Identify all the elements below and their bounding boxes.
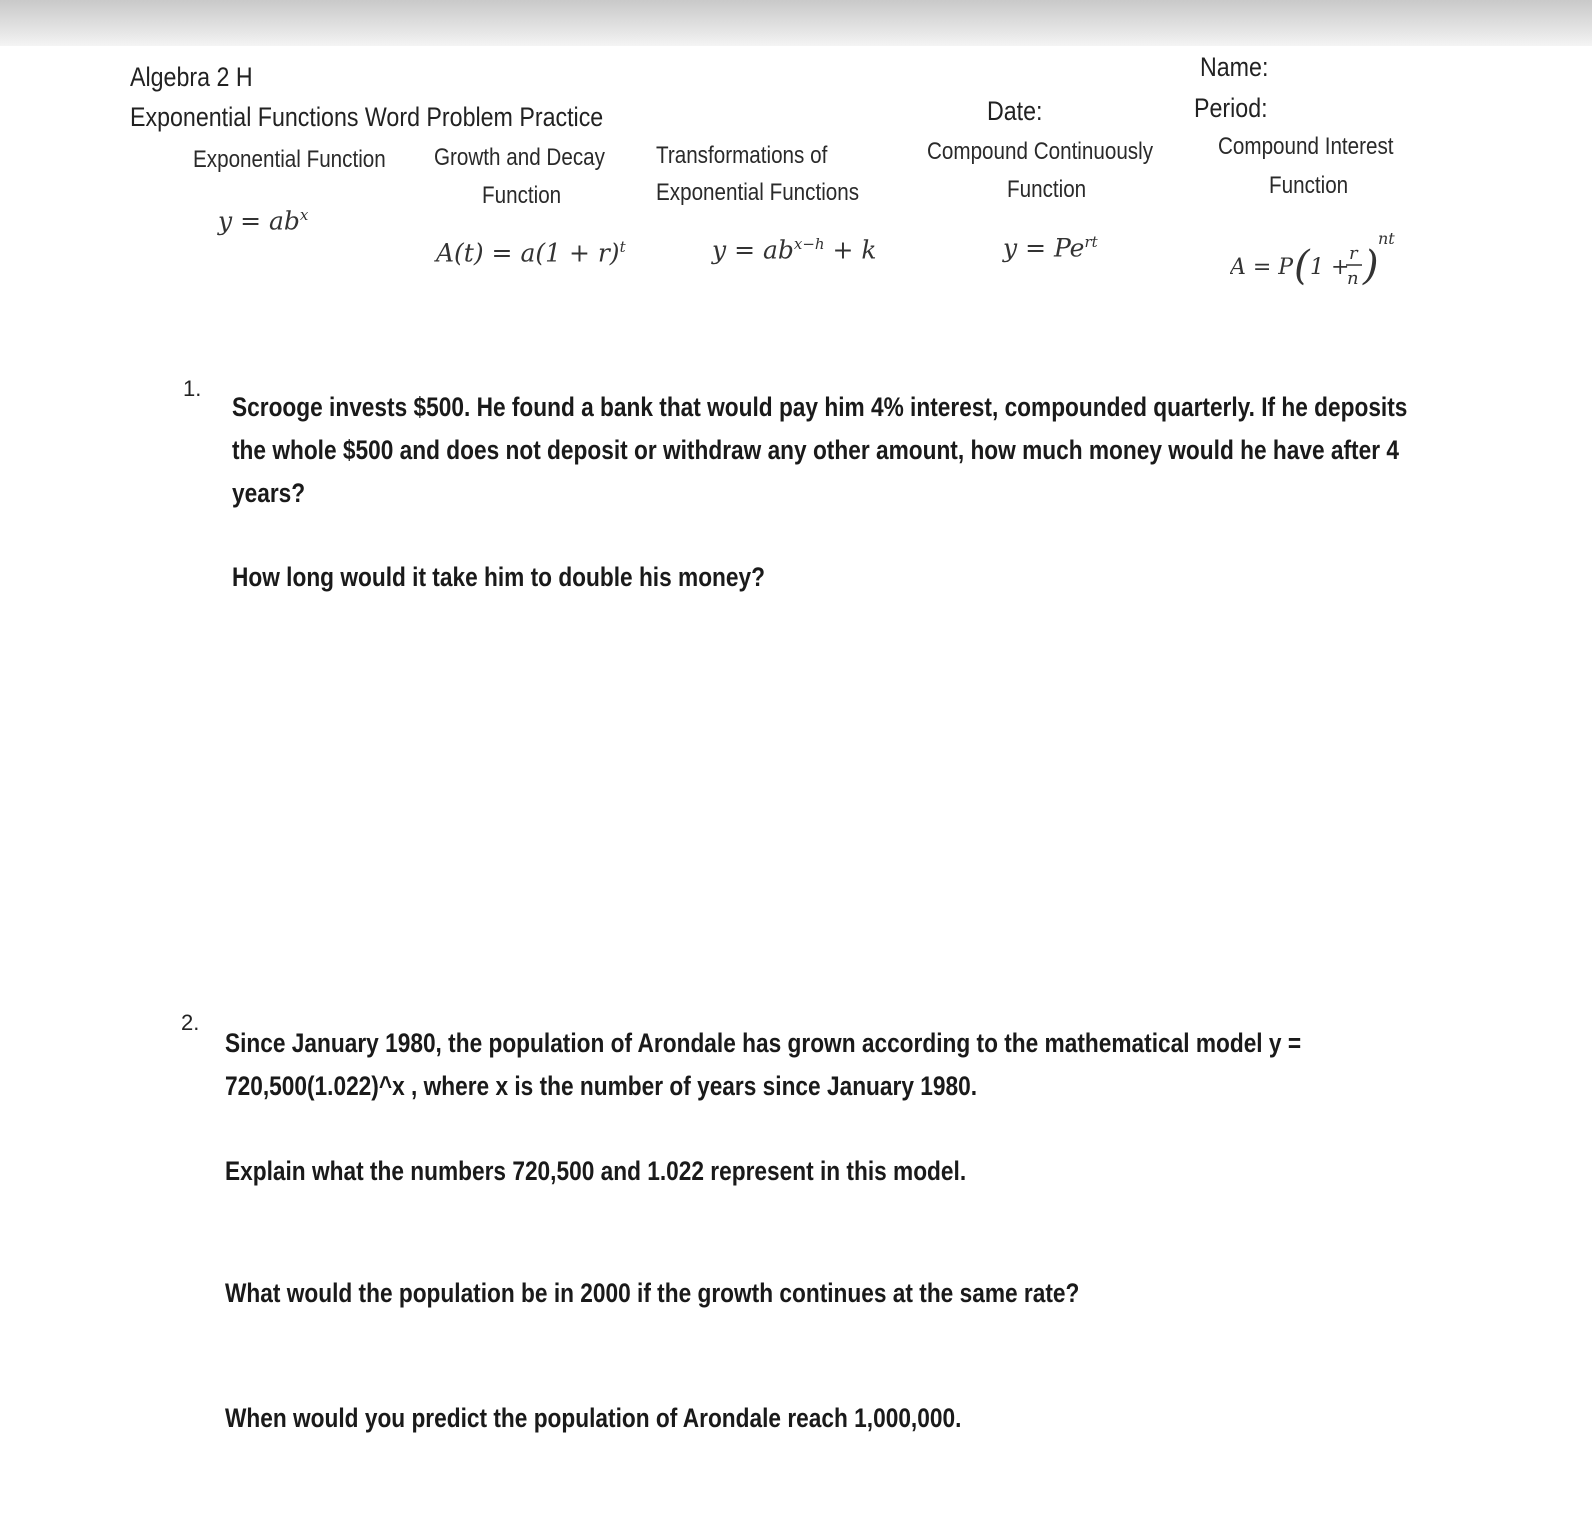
question-1-line-3: years?	[232, 478, 306, 508]
formula-title-growth-decay-line2: Function	[482, 182, 562, 209]
formula-continuous: $y = Pe^{rt}$	[1003, 233, 1098, 263]
formula-title-transformations: Transformations of	[656, 142, 828, 169]
question-2-followup-population-2000: What would the population be in 2000 if the growth continues at the same rate?	[225, 1278, 1080, 1308]
date-label: Date:	[987, 96, 1043, 126]
question-1-number: 1.	[183, 376, 202, 401]
question-2-line-2: 720,500(1.022)^x , where x is the number of years since January 1980.	[225, 1071, 978, 1101]
question-1-followup: How long would it take him to double his money?	[232, 562, 765, 592]
formula-transformations: $y = ab^{x-h} + k$	[712, 235, 877, 265]
svg-text:n: n	[1347, 268, 1359, 289]
question-2-number: 2.	[181, 1010, 200, 1035]
question-1-line-2: the whole $500 and does not deposit or withdraw any other amount, how much money would he have after 4	[232, 435, 1399, 465]
svg-text:(: (	[1294, 243, 1310, 289]
question-1-line-1: Scrooge invests $500. He found a bank that would pay him 4% interest, compounded quarterly. If he deposits	[232, 392, 1408, 422]
formula-title-compound-interest-line2: Function	[1269, 172, 1349, 199]
formula-growth-decay: $A(t) = a(1 + r)^t$	[436, 238, 626, 268]
formula-title-growth-decay: Growth and Decay	[434, 144, 605, 171]
worksheet-title: Exponential Functions Word Problem Practice	[130, 102, 604, 132]
formula-title-compound-interest: Compound Interest	[1218, 133, 1394, 160]
formula-title-continuous: Compound Continuously	[927, 138, 1154, 165]
period-label: Period:	[1194, 93, 1268, 123]
formula-title-transformations-line2: Exponential Functions	[656, 179, 860, 206]
question-2-followup-reach-million: When would you predict the population of Arondale reach 1,000,000.	[225, 1403, 962, 1433]
question-1-text	[232, 386, 1407, 515]
question-2-text	[225, 1022, 1301, 1108]
formula-title-continuous-line2: Function	[1007, 176, 1087, 203]
course-title: Algebra 2 H	[130, 62, 253, 92]
formula-title-exponential: Exponential Function	[193, 146, 386, 173]
question-2-followup-explain: Explain what the numbers 720,500 and 1.022 represent in this model.	[225, 1156, 967, 1186]
name-label: Name:	[1200, 52, 1269, 82]
formula-compound-interest	[1230, 224, 1410, 310]
svg-text:r: r	[1349, 243, 1358, 264]
svg-text:1 +: 1 +	[1310, 255, 1350, 280]
svg-text:A = P: A = P	[1230, 255, 1294, 280]
formula-exponential: $y = ab^x$	[218, 206, 309, 236]
compound-interest-formula-graphic	[1230, 224, 1410, 304]
svg-text:): )	[1363, 243, 1379, 289]
question-2-line-1: Since January 1980, the population of Arondale has grown according to the mathematical model y =	[225, 1028, 1302, 1058]
svg-text:nt: nt	[1378, 229, 1395, 248]
